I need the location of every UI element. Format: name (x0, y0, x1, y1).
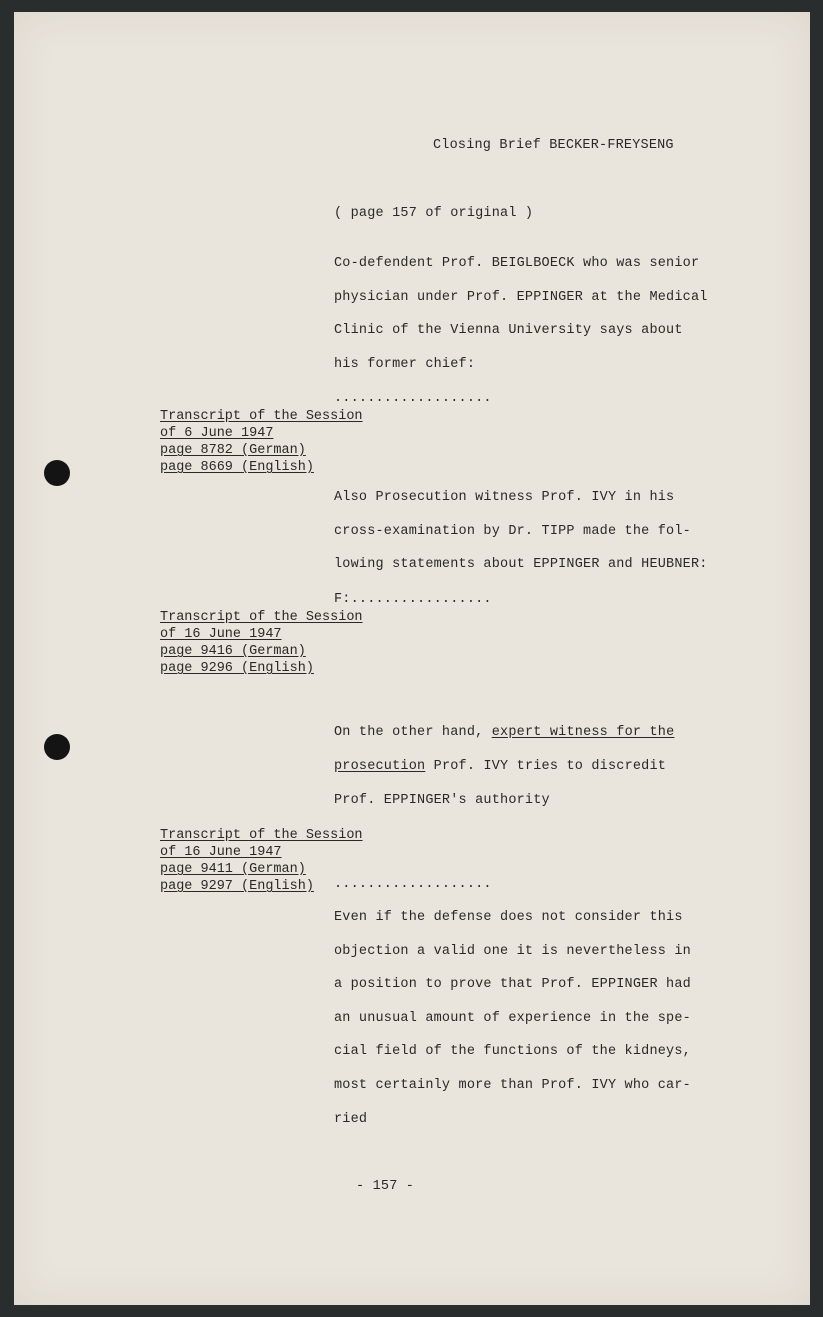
page-header: Closing Brief BECKER-FREYSENG (433, 138, 674, 153)
paragraph-line: objection a valid one it is nevertheless in (334, 944, 691, 959)
paragraph-line: an unusual amount of experience in the spe- (334, 1011, 691, 1026)
paragraph-line: On the other hand, expert witness for the (334, 725, 675, 740)
paragraph-line: lowing statements about EPPINGER and HEUBNER: (334, 557, 708, 572)
paragraph-line: Also Prosecution witness Prof. IVY in his (334, 490, 675, 505)
paragraph-line: physician under Prof. EPPINGER at the Medical (334, 290, 708, 305)
paragraph-line: cial field of the functions of the kidneys, (334, 1044, 691, 1059)
paragraph-line: Co-defendent Prof. BEIGLBOECK who was senior (334, 256, 700, 271)
paragraph-line: most certainly more than Prof. IVY who car- (334, 1078, 691, 1093)
page-number: - 157 - (356, 1179, 415, 1194)
underlined-phrase: prosecution (334, 759, 426, 774)
original-page-reference: ( page 157 of original ) (334, 206, 534, 221)
paragraph-line: Clinic of the Vienna University says about (334, 323, 683, 338)
paragraph-line: Prof. EPPINGER's authority (334, 793, 550, 808)
document-page (14, 12, 810, 1305)
paragraph-line: prosecution Prof. IVY tries to discredit (334, 759, 667, 774)
transcript-reference: Transcript of the Session of 16 June 1947 page 9416 (German) page 9296 (English) (160, 610, 363, 676)
punch-hole (44, 734, 70, 760)
paragraph-line: his former chief: (334, 357, 476, 372)
ellipsis-line: ................... (334, 391, 492, 406)
paragraph-line: ried (334, 1112, 368, 1127)
paragraph-line: cross-examination by Dr. TIPP made the fol- (334, 524, 691, 539)
transcript-reference: Transcript of the Session of 6 June 1947 page 8782 (German) page 8669 (English) (160, 409, 363, 475)
ellipsis-line: F:................. (334, 592, 492, 607)
ellipsis-line: ................... (334, 877, 492, 892)
punch-hole (44, 460, 70, 486)
paragraph-line: Even if the defense does not consider this (334, 910, 683, 925)
underlined-phrase: expert witness for the (491, 725, 675, 740)
transcript-reference: Transcript of the Session of 16 June 1947 page 9411 (German) page 9297 (English) (160, 828, 363, 894)
paragraph-line: a position to prove that Prof. EPPINGER had (334, 977, 691, 992)
